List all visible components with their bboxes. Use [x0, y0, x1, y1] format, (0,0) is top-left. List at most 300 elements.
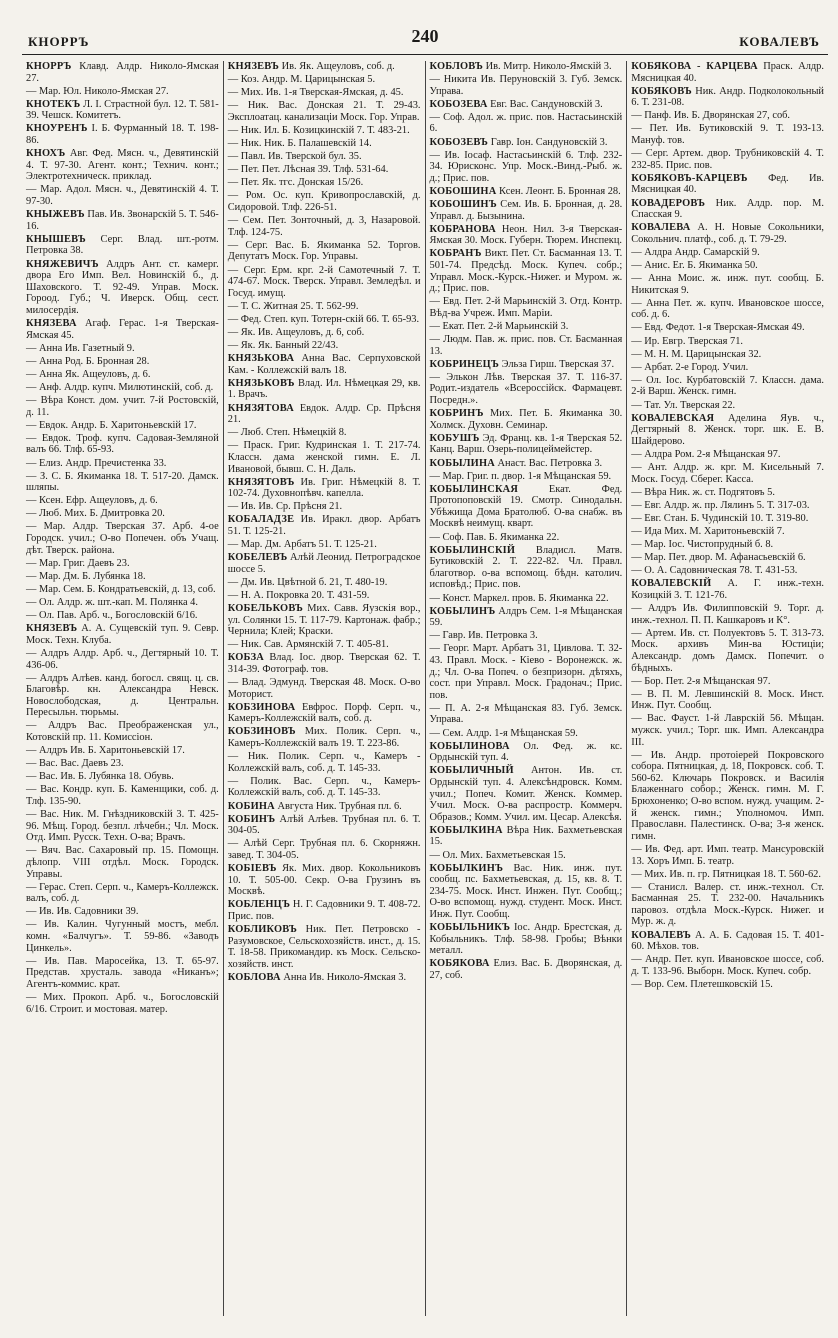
entry-details: — Ив. Ив. Ср. Прѣсня 21. [227, 501, 343, 513]
directory-entry [430, 606, 623, 629]
entry-details: — Ник. Вас. Донская 21. Т. 29-43. Эксплоатац. канализаціи Моск. Гор. Управ. [227, 100, 421, 123]
entry-details: — Герас. Степ. Серп. ч., Камеръ-Коллежск. валъ, соб. д. [26, 881, 219, 905]
directory-entry [228, 240, 421, 263]
directory-entry [228, 652, 421, 675]
entry-details: Викт. Пет. Ст. Басманная 13. Т. 501-74. Предсѣд. Моск. Купеч. собр.; Управл. Моск.-Курск.-Нижег. и Муром. ж. д.; Прис. пов. [429, 248, 623, 295]
entry-surname: КНЫШЕВЪ [26, 233, 86, 245]
entry-surname: КОБРАНЪ [429, 248, 482, 260]
directory-entry [631, 676, 824, 688]
directory-entry [26, 369, 219, 381]
entry-details: — Никита Ив. Перуновскій 3. Губ. Земск. Управа. [429, 74, 623, 97]
directory-entry [26, 623, 219, 646]
entry-surname: КНОТЕКЪ [26, 98, 81, 110]
entry-details: — Пет. Ив. Бутиковскій 9. Т. 193-13. Мануф. тов. [631, 123, 824, 147]
entry-surname: КНЯЗЕВЪ [227, 61, 280, 72]
directory-entry [228, 751, 421, 774]
entry-surname: КОБРАНОВА [429, 223, 496, 235]
directory-entry [228, 327, 421, 339]
directory-entry [228, 190, 421, 213]
entry-details: — Ив. Іосаф. Настасьинскій 6. Тлф. 232-34. Юрисконс. Упр. Моск.-Винд.-Рыб. ж. д.; Прис. пов. [429, 149, 623, 184]
entry-details: — М. Н. М. Царицынская 32. [631, 348, 762, 360]
entry-details: Эльза Гирш. Тверская 37. [499, 358, 615, 370]
entry-details: Анна Вас. Серпуховской Кам. - Коллежскій валъ 18. [227, 353, 421, 376]
entry-details: Алдръ Сем. 1-я Мѣщанская 59. [429, 605, 623, 629]
entry-surname: КОВАЛЕВА [631, 222, 691, 234]
entry-details: — Ол. Іос. Курбатовскій 7. Классн. дама. 2-й Варш. Женск. гимн. [631, 374, 824, 398]
directory-entry [631, 628, 824, 674]
directory-entry [26, 382, 219, 394]
entry-details: — Ив. Ив. Садовники 39. [26, 906, 139, 918]
entry-surname: КОБОШИНА [429, 185, 497, 197]
directory-entry [26, 610, 219, 622]
entry-details: — Евд. Федот. 1-я Тверская-Ямская 49. [631, 322, 805, 334]
entry-surname: КОВАЛЕВСКІЙ [631, 578, 712, 590]
entry-details: — Ол. Мих. Бахметьевская 15. [429, 849, 566, 861]
entry-details: — Элькон Лѣв. Тверская 37. Т. 116-37. Родит.-издатель «Всероссійск. Фармацевт. Посредн.». [429, 371, 623, 407]
entry-details: — Вѣра Конст. дом. учит. 7-й Ростовскій, д. 11. [26, 395, 219, 418]
directory-entry [228, 577, 421, 589]
entry-details: — З. С. Б. Якиманка 18. Т. 517-20. Дамск. шляпы. [26, 470, 219, 494]
directory-entry [26, 343, 219, 355]
entry-surname: КОБЫЛИНА [429, 457, 495, 469]
entry-details: — Елиз. Андр. Пречистенка 33. [26, 457, 167, 469]
entry-details: — Мар. Сем. Б. Кондратьевскій, д. 13, соб. [26, 583, 216, 595]
directory-entry [631, 322, 824, 334]
directory-entry [26, 209, 219, 232]
directory-entry [430, 99, 623, 111]
entry-details: Клавд. Алдр. Николо-Ямская 27. [26, 61, 219, 84]
directory-entry [26, 571, 219, 583]
entry-surname: КОБЯКОВА - КАРЦЕВА [631, 61, 758, 72]
entry-details: — Алдръ Ив. Филипповскій 9. Торг. д. инж.-технол. П. П. Кашкаровъ и К°. [631, 603, 824, 626]
directory-entry [430, 765, 623, 823]
entry-details: — Анф. Алдр. купч. Милютинскій, соб. д. [26, 381, 214, 393]
entry-details: — Евдок. Троф. купч. Садовая-Земляной валъ 66. Тлф. 65-93. [26, 432, 219, 456]
entry-details: — Алѣй Серг. Трубная пл. 6. Скорняжн. завед. Т. 304-05. [227, 838, 421, 861]
directory-entry [430, 224, 623, 247]
entry-surname: КОБЛОВЪ [429, 61, 484, 72]
directory-entry [26, 458, 219, 470]
entry-surname: КОБЯКОВЪ-КАРЦЕВЪ [631, 172, 748, 184]
entry-details: Ив. Митр. Николо-Ямскій 3. [483, 61, 612, 72]
entry-details: Іос. Андр. Брестская, д. Кобыльникъ. Тлф. 58-98. Гробы; Вѣнки металл. [429, 922, 623, 957]
entry-surname: КНЯЗЕВА [26, 317, 77, 329]
entry-details: — Пет. Пет. Лѣсная 39. Тлф. 531-64. [227, 164, 389, 176]
entry-details: Аделина Яув. ч., Дегтярный 8. Женск. торг. шк. Е. В. Шайдерово. [631, 412, 824, 447]
entry-details: Эд. Франц. кв. 1-я Тверская 52. Канц. Варш. Озерь-полицеймейстер. [429, 432, 623, 456]
column-3 [426, 61, 628, 1316]
entry-details: Августа Ник. Трубная пл. 6. [274, 800, 402, 812]
directory-entry [26, 558, 219, 570]
entry-details: — Андр. Пет. куп. Ивановское шоссе, соб. д. Т. 133-96. Выборн. Моск. Купеч. собр. [631, 954, 824, 977]
entry-details: — Ол. Пав. Арб. ч., Богословскій 6/16. [26, 610, 198, 622]
entry-details: — Вас. Фауст. 1-й Лаврскій 56. Мѣщан. мужск. учил.; Торг. шк. Имп. Александра III. [631, 713, 824, 748]
directory-entry [631, 513, 824, 525]
directory-entry [631, 449, 824, 461]
entry-details: — Соф. Адол. ж. прис. пов. Настасьинскій 6. [429, 111, 623, 135]
directory-entry [430, 825, 623, 848]
entry-details: Агаф. Герас. 1-я Тверская-Ямская 45. [26, 317, 219, 341]
entry-surname: КОБЫЛИНСКІЙ [429, 544, 516, 556]
entry-details: — Сем. Алдр. 1-я Мѣщанская 59. [429, 727, 578, 739]
entry-surname: КНОУРЕНЪ [26, 123, 88, 135]
entry-details: — Евдок. Андр. Б. Харитоньевскій 17. [26, 419, 197, 431]
entry-surname: КОВАДЕРОВЪ [631, 197, 706, 209]
directory-entry [631, 273, 824, 296]
directory-entry [228, 702, 421, 725]
entry-surname: КНЯЖЕВИЧЪ [26, 258, 99, 270]
entry-details: І. Б. Фурманный 18. Т. 198-86. [26, 123, 219, 147]
entry-surname: КОБЕЛЕВЪ [227, 552, 288, 564]
entry-surname: КОБЛОВА [227, 971, 281, 983]
entry-details: Влад. Ил. Нѣмецкая 29, кв. 1. Врачъ. [227, 377, 421, 401]
entry-details: — Алдра Ром. 2-я Мѣщанская 97. [631, 448, 781, 460]
directory-entry [26, 495, 219, 507]
directory-entry [228, 477, 421, 500]
directory-entry [631, 413, 824, 448]
directory-entry [228, 125, 421, 137]
entry-details: Пав. Ив. Звонарскій 5. Т. 546-16. [26, 209, 219, 232]
entry-details: — Ник. Ил. Б. Козицкинскій 7. Т. 483-21. [227, 124, 410, 136]
entry-details: — Арбат. 2-е Город. Учил. [631, 361, 749, 373]
entry-details: — Анна Род. Б. Бронная 28. [26, 355, 150, 367]
directory-entry [26, 745, 219, 757]
entry-details: — Евг. Алдр. ж. пр. Лялинъ 5. Т. 317-03. [631, 499, 810, 511]
entry-surname: КОБЫЛИНЪ [429, 605, 496, 617]
entry-details: — П. А. 2-я Мѣщанская 83. Губ. Земск. Управа. [429, 702, 623, 726]
entry-surname: КОБЯКОВА [429, 958, 490, 970]
directory-entry [631, 750, 824, 843]
entry-details: Антон. Ив. ст. Ордынскій туп. 4. Алексѣндровск. Комм. учил.; Попеч. Комит. Женск. Коммер. Учил. Моск. О-ва распростр. Коммерч. Образов.; Комм. Учил. им. Цесар. Алексѣя. [429, 765, 623, 823]
entry-details: — Сем. Пет. Зонточный, д. 3, Назаровой. Тлф. 124-75. [227, 215, 421, 238]
directory-entry [631, 844, 824, 867]
entry-surname: КОБИНА [227, 800, 275, 812]
entry-details: Евдок. Алдр. Ср. Прѣсня 21. [227, 402, 421, 426]
directory-entry [228, 340, 421, 352]
entry-surname: КОБУШЪ [429, 432, 480, 444]
directory-entry [26, 845, 219, 880]
entry-details: — Мар. Юл. Николо-Ямская 27. [26, 85, 169, 97]
entry-surname: КОБОЗЕВА [429, 98, 488, 110]
directory-entry [26, 584, 219, 596]
entry-details: — Вас. Вас. Даевъ 23. [26, 758, 124, 770]
entry-details: — Вас. Кондр. куп. Б. Каменщики, соб. д. Тлф. 135-90. [26, 784, 219, 808]
directory-entry [631, 565, 824, 577]
entry-details: Неон. Нил. 3-я Тверская-Ямская 30. Моск. Губерн. Тюрем. Инспекц. [429, 223, 623, 247]
directory-entry [430, 433, 623, 456]
entry-surname: КОБРИНЕЦЪ [429, 358, 500, 370]
directory-entry [430, 248, 623, 294]
entry-surname: КНОХЪ [26, 148, 66, 160]
directory-entry [228, 74, 421, 86]
directory-entry [631, 173, 824, 196]
entry-details: — Коз. Андр. М. Царицынская 5. [227, 74, 376, 86]
entry-details: А. А. Сущевскій туп. 9. Севр. Моск. Техн. Клуба. [26, 623, 219, 646]
entry-details: Мих. Полик. Серп. ч., Камеръ-Коллежскій валъ 19. Т. 223-86. [227, 726, 421, 750]
directory-entry [430, 532, 623, 544]
entry-details: — Соф. Пав. Б. Якиманка 22. [429, 531, 560, 543]
entry-details: — Ив. Андр. протоіерей Покровского собора. Пятницкая, д. 18, Покровск. соб. Т. 560-62. Ключарь Покровск. и Василія Блаженнаго собор.; Женск. гимн. М. Г. Брюхоненко; О-во вспом. нужд. учащим. 2-й женск. гимн.; Уполномоч. Имп. Православн. Палестинск. О-ва; 3-я женск. гимн. [631, 749, 824, 842]
directory-entry [26, 420, 219, 432]
entry-surname: КОВАЛЕВЪ [631, 929, 691, 941]
entry-details: Владисл. Матв. Бутиковскій 2. Т. 222-82. Чл. Правл. благотвор. о-ва вспомощ. бѣдн. католич. исповѣд.; Прис. пов. [429, 544, 623, 591]
entry-details: Авг. Фед. Мясн. ч., Девятинскій 4. Т. 97-30. Агент. конт.; Технич. конт.; Электротехническ. приклад. [26, 148, 219, 183]
entry-surname: КНЯЗЬКОВЪ [227, 377, 295, 389]
entry-details: — Конст. Маркел. пров. Б. Якиманка 22. [429, 592, 609, 604]
directory-entry [430, 850, 623, 862]
entry-details: — Ант. Алдр. ж. крг. М. Кисельный 7. Моск. Госуд. Сберег. Касса. [631, 462, 824, 485]
entry-details: Елиз. Вас. Б. Дворянская, д. 27, соб. [429, 958, 623, 981]
entry-surname: КНЯЗЯТОВА [227, 402, 294, 414]
entry-details: — Алдръ Вас. Преображенская ул., Котовскій пр. 11. Комиссіон. [26, 720, 219, 744]
directory-entry [631, 869, 824, 881]
directory-entry [430, 359, 623, 371]
entry-surname: КОБЛЕНЦЪ [227, 899, 291, 911]
page-header [22, 24, 828, 55]
directory-entry [430, 372, 623, 407]
entry-surname: КОБЫЛИНСКАЯ [429, 483, 519, 495]
entry-details: — Серг. Ерм. крг. 2-й Самотечный 7. Т. 474-67. Моск. Тверск. Управл. Земледѣл. и Госуд. имущ. [227, 264, 421, 299]
directory-entry [26, 919, 219, 954]
entry-surname: КОВАЛЕВСКАЯ [631, 412, 715, 424]
entry-details: — Ник. Полик. Серп. ч., Камеръ - Коллежскій валъ, соб. д. Т. 145-33. [227, 751, 421, 774]
directory-entry [631, 86, 824, 109]
entry-details: Л. І. Страстной бул. 12. Т. 581-39. Чешск. Комитетъ. [26, 98, 219, 122]
directory-entry [631, 260, 824, 272]
directory-entry [228, 514, 421, 537]
directory-entry [228, 924, 421, 970]
directory-entry [26, 992, 219, 1015]
header-left-keyword: КНОРРЪ [28, 34, 90, 49]
directory-entry [228, 301, 421, 313]
entry-surname: КОБОЗЕВЪ [429, 136, 489, 148]
entry-surname: КОБИНЪ [227, 813, 276, 825]
entry-details: — Мар. Іос. Чистопрудный б. 8. [631, 539, 774, 551]
directory-entry [430, 630, 623, 642]
entry-details: — Анна Як. Ащеуловъ, д. 6. [26, 368, 151, 380]
entry-surname: КОБІЕВЪ [227, 863, 277, 874]
entry-details: Мих. Пет. Б. Якиманка 30. Холмск. Духовн. Семинар. [429, 408, 623, 431]
directory-entry [430, 186, 623, 198]
entry-details: — Анна Ив. Газетный 9. [26, 342, 135, 354]
directory-entry [26, 471, 219, 494]
directory-entry [26, 86, 219, 98]
entry-details: — Панф. Ив. Б. Дворянская 27, соб. [631, 110, 791, 122]
directory-entry [631, 882, 824, 928]
entry-surname: КОБЫЛЬНИКЪ [429, 922, 511, 934]
entry-details: — Н. А. Покровка 20. Т. 431-59. [227, 589, 370, 601]
directory-entry [430, 703, 623, 726]
entry-details: — Павл. Ив. Тверской бул. 35. [227, 151, 362, 163]
entry-details: — Анна Пет. ж. купч. Ивановское шоссе, соб. д. 6. [631, 297, 824, 321]
directory-entry [631, 222, 824, 245]
directory-entry [228, 838, 421, 861]
entry-surname: КОБЗА [227, 652, 264, 664]
directory-entry [26, 956, 219, 991]
entry-surname: КНЯЗЕВЪ [26, 623, 78, 635]
entry-surname: КОБЛИКОВЪ [227, 923, 298, 935]
directory-entry [631, 539, 824, 551]
entry-details: Фед. Ив. Мясницкая 40. [631, 172, 824, 196]
entry-details: — Алдръ Алдр. Арб. ч., Дегтярный 10. Т. 436-06. [26, 647, 219, 671]
directory-entry [228, 539, 421, 551]
entry-details: — Люб. Мих. Б. Дмитровка 20. [26, 508, 165, 520]
entry-details: — Ив. Пав. Маросейка, 13. Т. 65-97. Представ. хрусталь. завода «Никанъ»; Агентъ-коммис. крат. [26, 955, 219, 990]
directory-entry [430, 334, 623, 357]
directory-entry [26, 720, 219, 743]
directory-entry [631, 930, 824, 953]
entry-details: Ив. Иракл. двор. Арбатъ 51. Т. 125-21. [227, 514, 421, 537]
directory-entry [26, 809, 219, 844]
directory-entry [631, 247, 824, 259]
directory-entry [430, 484, 623, 530]
directory-entry [631, 487, 824, 499]
directory-entry [631, 462, 824, 485]
entry-surname: КОБОШИНЪ [429, 199, 497, 211]
directory-entry [228, 61, 421, 73]
entry-details: — Евд. Пет. 2-й Марьинскій 3. Отд. Контр. Вѣд-ва Учреж. Имп. Маріи. [429, 296, 623, 319]
directory-entry [430, 61, 623, 73]
entry-details: — Вор. Сем. Плетешковскій 15. [631, 978, 773, 990]
entry-details: А. Н. Новые Сокольники, Сокольнич. платф., соб. д. Т. 79-29. [631, 222, 824, 245]
entry-details: — Людм. Пав. ж. прис. пов. Ст. Басманная 13. [429, 334, 623, 357]
directory-entry [228, 138, 421, 150]
directory-entry [228, 353, 421, 376]
entry-details: — Мар. Дм. Арбатъ 51. Т. 125-21. [227, 539, 377, 551]
entry-details: — Вяч. Вас. Сахаровый пр. 15. Помощн. дѣлопр. VIII отдѣл. Моск. Городск. Управы. [26, 845, 219, 880]
directory-entry [228, 776, 421, 799]
entry-details: — Фед. Степ. куп. Тотерн-скій 66. Т. 65-93. [227, 313, 420, 325]
directory-entry [631, 362, 824, 374]
entry-details: Анаст. Вас. Петровка 3. [494, 457, 603, 469]
directory-entry [26, 882, 219, 905]
directory-entry [26, 99, 219, 122]
entry-details: Алдръ Ант. ст. камерг. двора Его Имп. Вел. Новинскій б., д. Шаховского. Т. 92-49. Управ. Моск. Гороод. Губ.; Ч. Иверск. Общ. сест. милосердія. [26, 258, 219, 316]
directory-entry [631, 552, 824, 564]
entry-details: Гавр. Іон. Сандуновскій 3. [488, 136, 608, 148]
entry-details: — Мар. Дм. Б. Лубянка 18. [26, 570, 146, 582]
entry-details: — О. А. Садовническая 78. Т. 431-53. [631, 565, 798, 577]
directory-entry [228, 639, 421, 651]
directory-entry [631, 400, 824, 412]
entry-surname: КОБЗИНОВА [227, 701, 296, 713]
entry-details: — Ида Мих. М. Харитоньевскій 7. [631, 525, 785, 537]
directory-entry [228, 552, 421, 575]
directory-entry [631, 713, 824, 748]
entry-details: — Ив. Фед. арт. Имп. театр. Мансуровскій 13. Хоръ Имп. Б. театр. [631, 843, 824, 867]
entry-details: Екат. Фед. Протопоповскій 19. Смотр. Синодальн. Убѣжища Дома Братолюб. О-ва снабж. въ Москвѣ неимущ. кварт. [429, 483, 623, 530]
entry-details: — Праск. Григ. Кудринская 1. Т. 217-74. Классн. дама женской гимн. Е. Л. Ивановой, бывш. С. Н. Даль. [227, 440, 421, 475]
directory-entry [631, 123, 824, 146]
directory-entry [228, 440, 421, 475]
directory-entry [631, 954, 824, 977]
directory-entry [430, 471, 623, 483]
entry-details: — Алдръ Ив. Б. Харитоньевскій 17. [26, 745, 185, 757]
directory-entry [228, 590, 421, 602]
directory-entry [631, 689, 824, 712]
page-number: 240 [411, 26, 439, 46]
entry-details: — Ол. Алдр. ж. шт.-кап. М. Полянка 4. [26, 597, 198, 609]
directory-entry [26, 148, 219, 183]
directory-entry [26, 648, 219, 671]
directory-entry [26, 784, 219, 807]
directory-entry [228, 801, 421, 813]
directory-entry [430, 137, 623, 149]
entry-details: — Алдръ Алѣев. канд. богосл. свящ. ц. св. Благовѣр. кн. Александра Невск. Новослободская, д. Центральн. Пересыльн. тюрьмы. [26, 672, 219, 719]
entry-surname: КОБЯКОВЪ [631, 85, 692, 97]
directory-entry [631, 979, 824, 991]
directory-entry [631, 198, 824, 221]
entry-details: — Ир. Евгр. Тверская 71. [631, 335, 743, 347]
entry-details: Евг. Вас. Сандуновскій 3. [487, 98, 603, 110]
directory-entry [228, 177, 421, 189]
directory-entry [430, 321, 623, 333]
directory-entry [26, 758, 219, 770]
directory-entry [631, 349, 824, 361]
directory-entry [228, 814, 421, 837]
directory-entry [228, 87, 421, 99]
entry-details: — Ив. Калин. Чугунный мостъ, мебл. комн. «Балчугъ». Т. 59-86. «Заводъ Цинкель». [26, 919, 219, 954]
directory-entry [631, 603, 824, 626]
directory-entry [430, 863, 623, 921]
entry-details: — Алдра Андр. Самарскій 9. [631, 246, 760, 258]
entry-details: — Серг. Артем. двор. Трубниковскій 4. Т. 232-85. Прис. пов. [631, 148, 824, 171]
directory-entry [631, 526, 824, 538]
directory-entry [26, 234, 219, 257]
entry-details: А. А. Б. Садовая 15. Т. 401-60. Мѣхов. тов. [631, 929, 824, 953]
entry-details: А. Г. инж.-техн. Козицкій 3. Т. 121-76. [631, 578, 824, 601]
directory-entry [631, 148, 824, 171]
directory-entry [631, 61, 824, 84]
directory-entry [228, 427, 421, 439]
directory-entry [228, 726, 421, 749]
entry-details: — Анна Моис. ж. инж. пут. сообщ. Б. Никитская 9. [631, 273, 824, 296]
entry-details: Вас. Ник. инж. пут. сообщ. пс. Бахметьевская, д. 15, кв. 8. Т. 234-75. Моск. Инст. Инжен. Пут. Сообщ.; О-во вспомощ. нужд. студент. Моск. Инст. Инж. Пут. Сообщ. [429, 862, 623, 920]
directory-entry [228, 603, 421, 638]
entry-details: Н. Г. Садовники 9. Т. 408-72. Прис. пов. [227, 899, 421, 922]
entry-details: Ол. Фед. ж. кс. Ордынскій туп. 4. [429, 740, 623, 764]
entry-surname: КНОРРЪ [26, 61, 72, 72]
directory-entry [631, 578, 824, 601]
directory-entry [26, 123, 219, 146]
entry-details: — Анис. Ег. Б. Якиманка 50. [631, 260, 758, 271]
directory-entry [430, 74, 623, 97]
entry-details: — Ром. Ос. куп. Кривопрославскій, д. Сидоровой. Тлф. 226-51. [227, 190, 421, 214]
directory-entry [228, 215, 421, 238]
directory-entry [430, 741, 623, 764]
entry-details: — Вас. Ник. М. Гнѣздниковскій 3. Т. 425-96. Мѣщ. Город. безпл. лѣчебн.; Чл. Моск. Отд. Имп. Русск. Техн. О-ва; Врачъ. [26, 809, 219, 844]
header-right-keyword: КОВАЛЕВЪ [739, 34, 820, 49]
directory-entry [430, 296, 623, 319]
column-4 [627, 61, 828, 1316]
entry-details: — Вас. Ив. Б. Лубянка 18. Обувь. [26, 771, 174, 783]
entry-details: Серг. Влад. шт.-ротм. Петровка 38. [26, 233, 219, 257]
entry-surname: КНЫЖЕВЪ [26, 209, 85, 221]
entry-details: — В. П. М. Левшинскій 8. Моск. Инст. Инж. Пут. Сообщ. [631, 688, 824, 712]
directory-entry [26, 906, 219, 918]
directory-entry [430, 408, 623, 431]
directory-entry [228, 265, 421, 300]
entry-details: — Полик. Вас. Серп. ч., Камеръ-Коллежскій валъ, соб. д. Т. 145-33. [227, 775, 421, 799]
directory-entry [228, 314, 421, 326]
directory-entry [26, 771, 219, 783]
entry-details: Ив. Як. Ащеуловъ, соб. д. [279, 61, 395, 72]
entry-details: — Як. Як. Банный 22/43. [227, 340, 339, 352]
entry-details: Ксен. Леонт. Б. Бронная 28. [496, 185, 621, 197]
entry-surname: КОБАЛАДЗЕ [227, 514, 295, 526]
entry-surname: КОБЫЛИЧНЫЙ [429, 765, 514, 777]
directory-entry [26, 395, 219, 418]
